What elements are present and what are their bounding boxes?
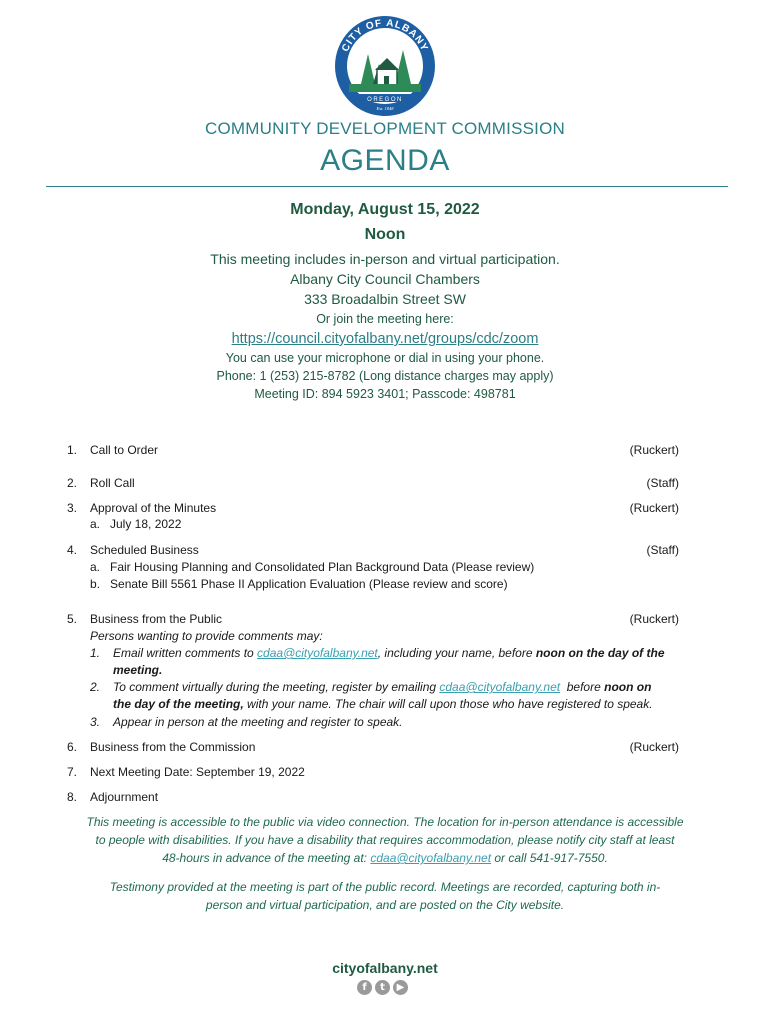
header-divider [46, 186, 728, 187]
meeting-time: Noon [364, 226, 406, 243]
public-comment-intro: Persons wanting to provide comments may: [90, 629, 323, 643]
svg-text:CITY OF ALBANY: CITY OF ALBANY [340, 17, 430, 54]
sub-item: a. July 18, 2022 [90, 517, 182, 531]
agenda-item-business-from-public: Business from the Public [90, 612, 223, 626]
option-text: To comment virtually during the meeting, register by emailing [113, 680, 440, 694]
meeting-id: Meeting ID: 894 5923 3401; Passcode: 498781 [254, 387, 516, 401]
meeting-location: Albany City Council Chambers [290, 271, 480, 287]
agenda-item-adjournment: Adjournment [90, 790, 159, 804]
item-number: 7. [67, 765, 78, 779]
item-number: 8. [67, 790, 78, 804]
option-text: Email written comments to [113, 646, 258, 660]
website-link[interactable]: cityofalbany.net [332, 960, 438, 976]
comment-option-in-person: Appear in person at the meeting and register to speak. [113, 715, 403, 729]
item-number: 5. [67, 612, 78, 626]
testimony-note-line2: person and virtual participation, and are posted on the City website. [205, 898, 565, 912]
comment-option-virtual [113, 680, 683, 694]
zoom-link[interactable]: https://council.cityofalbany.net/groups/cdc/zoom [231, 331, 539, 347]
accessibility-note-line3 [0, 849, 770, 867]
note-text: 48-hours in advance of the meeting at: [162, 851, 371, 865]
note-text: or call 541-917-7550. [491, 851, 608, 865]
email-link[interactable]: cdaa@cityofalbany.net [439, 680, 561, 694]
commission-name: COMMUNITY DEVELOPMENT COMMISSION [205, 119, 565, 138]
list-number: 3. [90, 715, 101, 729]
accessibility-note-line1: This meeting is accessible to the public via video connection. The location for in-person attendance is accessible [86, 815, 684, 829]
item-number: 2. [67, 476, 78, 490]
list-number: 2. [90, 680, 101, 694]
item-presenter: (Staff) [646, 543, 679, 557]
agenda-item-roll-call: Roll Call [90, 476, 135, 490]
city-seal-icon [333, 14, 437, 118]
youtube-icon[interactable]: ▶ [393, 980, 408, 995]
meeting-address: 333 Broadalbin Street SW [304, 291, 466, 307]
agenda-item-call-to-order: Call to Order [90, 443, 159, 457]
dial-in-note: You can use your microphone or dial in using your phone. [225, 351, 545, 365]
agenda-item-business-from-commission: Business from the Commission [90, 740, 256, 754]
item-number: 4. [67, 543, 78, 557]
meeting-date: Monday, August 15, 2022 [290, 201, 480, 218]
agenda-item-next-meeting: Next Meeting Date: September 19, 2022 [90, 765, 305, 779]
item-presenter: (Ruckert) [629, 443, 679, 457]
comment-option-virtual-cont [113, 697, 653, 711]
agenda-item-minutes: Approval of the Minutes [90, 501, 217, 515]
option-emphasis: noon on the day of the [535, 646, 665, 660]
item-number: 3. [67, 501, 78, 515]
testimony-note-line1: Testimony provided at the meeting is part of the public record. Meetings are recorded, capturing both in- [109, 880, 661, 894]
item-presenter: (Ruckert) [629, 740, 679, 754]
option-text: before [560, 680, 605, 694]
meeting-format: This meeting includes in-person and virtual participation. [210, 251, 560, 267]
email-link[interactable]: cdaa@cityofalbany.net [257, 646, 378, 660]
svg-text:OREGON: OREGON [367, 97, 403, 103]
list-number: 1. [90, 646, 101, 660]
option-emphasis: noon on [604, 680, 652, 694]
item-presenter: (Ruckert) [629, 612, 679, 626]
phone-number: Phone: 1 (253) 215-8782 (Long distance charges may apply) [216, 369, 554, 383]
join-label: Or join the meeting here: [316, 312, 454, 326]
city-of-albany-logo [333, 14, 437, 118]
accessibility-note-line2: to people with disabilities. If you have a disability that requires accommodation, please notify city staff at least [95, 833, 675, 847]
comment-option-email [113, 646, 683, 660]
sub-item: b. Senate Bill 5561 Phase II Application Evaluation (Please review and score) [90, 577, 508, 591]
agenda-item-scheduled-business: Scheduled Business [90, 543, 199, 557]
facebook-icon[interactable]: f [357, 980, 372, 995]
item-number: 1. [67, 443, 78, 457]
option-text: , including your name, before [377, 646, 536, 660]
social-icons [357, 980, 417, 996]
svg-text:Est. 1848: Est. 1848 [376, 106, 394, 111]
item-presenter: (Staff) [646, 476, 679, 490]
sub-item: a. Fair Housing Planning and Consolidated Plan Background Data (Please review) [90, 560, 535, 574]
item-presenter: (Ruckert) [629, 501, 679, 515]
option-emphasis: meeting. [113, 663, 163, 677]
item-number: 6. [67, 740, 78, 754]
option-text: with your name. The chair will call upon those who have registered to speak. [243, 697, 653, 711]
option-emphasis: the day of the meeting, [113, 697, 244, 711]
twitter-icon[interactable]: t [375, 980, 390, 995]
email-link[interactable]: cdaa@cityofalbany.net [370, 851, 492, 865]
page-title: AGENDA [320, 144, 450, 177]
